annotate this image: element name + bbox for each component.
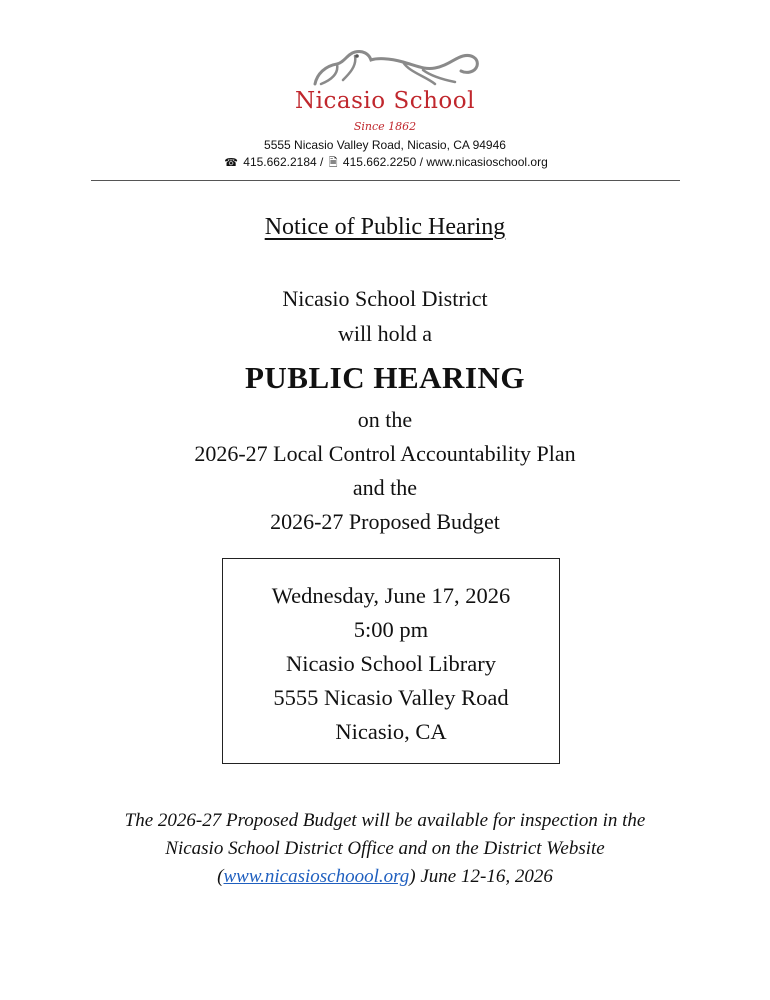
- fax-number: 415.662.2250: [342, 155, 417, 169]
- event-date: Wednesday, June 17, 2026: [271, 583, 511, 608]
- district-website-link[interactable]: www.nicasioschoool.org: [223, 866, 410, 887]
- separator: /: [419, 155, 424, 169]
- availability-line-2: Nicasio School District Office and on the District Website: [165, 838, 605, 859]
- and-the-text: and the: [352, 475, 418, 500]
- budget-title: 2026-27 Proposed Budget: [270, 509, 500, 534]
- website-text: www.nicasioschool.org: [426, 155, 548, 169]
- event-time: 5:00 pm: [353, 617, 429, 642]
- event-details-box: [222, 558, 560, 764]
- phone-icon: ☎: [224, 157, 238, 169]
- open-paren: (: [217, 866, 224, 887]
- on-the-text: on the: [357, 407, 413, 432]
- availability-line-3: [0, 866, 770, 888]
- district-name: Nicasio School District: [282, 286, 488, 311]
- header-divider: [91, 180, 680, 181]
- event-location: Nicasio School Library: [286, 651, 496, 676]
- logo-since: Since 1862: [353, 120, 417, 133]
- logo-name: Nicasio School: [295, 88, 475, 114]
- availability-dates: ) June 12-16, 2026: [409, 866, 553, 887]
- notice-heading: Notice of Public Hearing: [264, 214, 506, 240]
- lcap-title: 2026-27 Local Control Accountability Plan: [194, 441, 576, 466]
- phone-number: 415.662.2184: [243, 155, 317, 169]
- event-city: Nicasio, CA: [335, 719, 447, 744]
- availability-line-1: The 2026-27 Proposed Budget will be available for inspection in the: [124, 810, 646, 831]
- separator: /: [320, 155, 324, 169]
- fax-icon: 🗎: [328, 157, 338, 169]
- event-street: 5555 Nicasio Valley Road: [273, 685, 509, 710]
- hearing-title: PUBLIC HEARING: [244, 360, 525, 395]
- contact-line: [0, 154, 770, 173]
- will-hold-text: will hold a: [337, 321, 433, 346]
- school-address: 5555 Nicasio Valley Road, Nicasio, CA 94946: [264, 138, 506, 152]
- mountain-lion-logo: [285, 44, 485, 94]
